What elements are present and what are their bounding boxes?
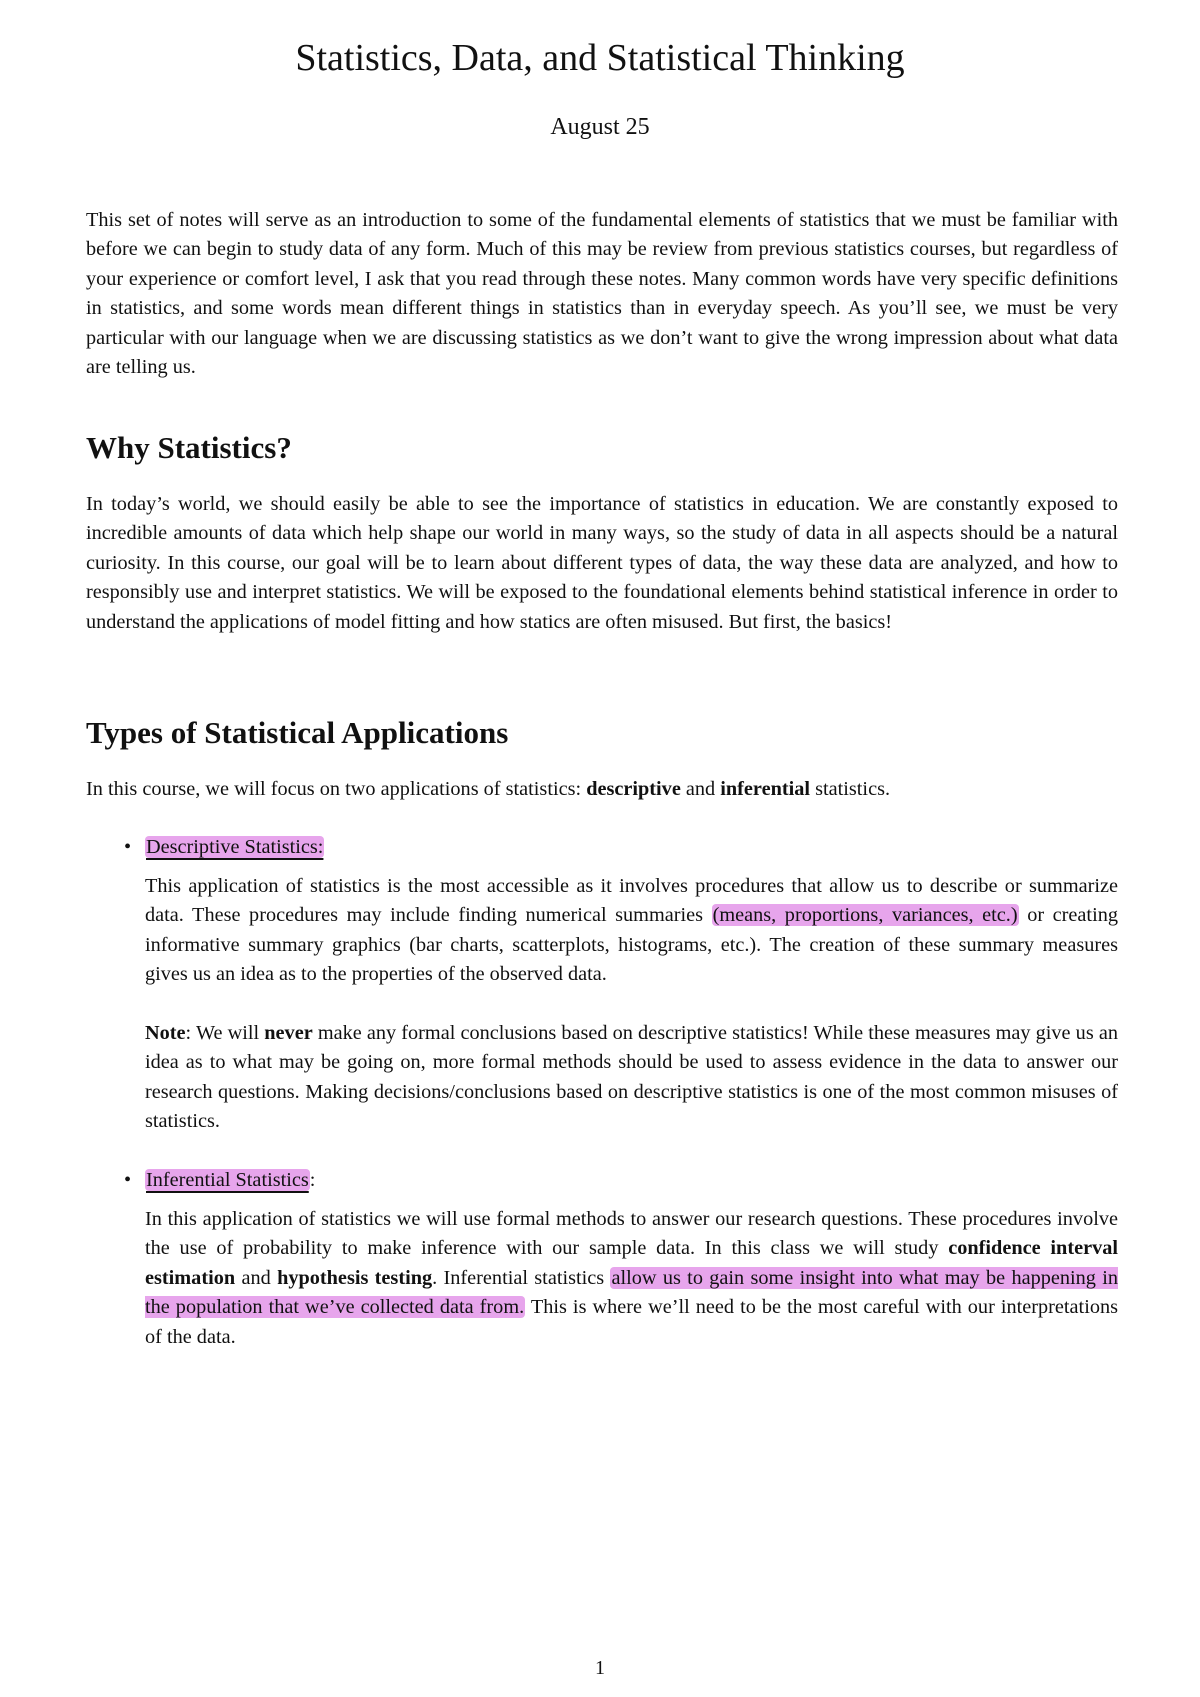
- inferential-paragraph: In this application of statistics we will use formal methods to answer our research questions. These procedures involve the use of probability to make inference with our sample data. In this class we will study confidence interval estimation and hypothesis testing. Inferential statistics allow us to gain some insight into what may be happening in the population that we’ve collected data from. This is where we’ll need to be the most careful with our interpretations of the data.: [145, 1208, 1119, 1348]
- intro-paragraph: This set of notes will serve as an introduction to some of the fundamental elements of statistics that we must be familiar with before we can begin to study data of any form. Much of this may be review from previous statistics courses, but regardless of your experience or comfort level, I ask that you read through these notes. Many common words have very specific definitions in statistics, and some words mean different things in statistics than in everyday speech. As you’ll see, we must be very particular with our language when we are discussing statistics as we don’t want to give the wrong impression about what data are telling us.: [86, 209, 1118, 379]
- descriptive-statistics-label: Descriptive Statistics:: [146, 836, 324, 858]
- descriptive-note-paragraph: Note: We will never make any formal conclusions based on descriptive statistics! While these measures may give us an idea as to what may be going on, more formal methods should be used to assess evidence in the data to answer our research questions. Making decisions/conclusions based on descriptive statistics is one of the most common misuses of statistics.: [145, 1022, 1118, 1133]
- highlight-population-insight: allow us to gain some insight into what may be happening in the population that we’ve collected data from.: [145, 1266, 1119, 1319]
- types-intro-paragraph: In this course, we will focus on two applications of statistics: descriptive and inferential statistics.: [86, 778, 891, 800]
- bullet-marker: •: [124, 1169, 132, 1191]
- document-date: August 25: [550, 114, 650, 140]
- page-number: 1: [595, 1657, 605, 1679]
- heading-types-of-applications: Types of Statistical Applications: [86, 715, 509, 750]
- term-descriptive: descriptive: [586, 778, 681, 800]
- bullet-marker: •: [124, 836, 132, 858]
- inferential-statistics-label: Inferential Statistics:: [146, 1169, 316, 1191]
- heading-why-statistics: Why Statistics?: [86, 430, 292, 465]
- term-hypothesis-testing: hypothesis testing: [277, 1266, 433, 1289]
- highlight-means-proportions: (means, proportions, variances, etc.): [712, 904, 1018, 927]
- descriptive-paragraph: This application of statistics is the most accessible as it involves procedures that allow us to describe or summarize data. These procedures may include finding numerical summaries (means, proportions, variances, etc.) or creating informative summary graphics (bar charts, scatterplots, histograms, etc.). The creation of these summary measures gives us an idea as to the properties of the observed data.: [145, 875, 1118, 986]
- why-statistics-paragraph: In today’s world, we should easily be able to see the importance of statistics in education. We are constantly exposed to incredible amounts of data which help shape our world in many ways, so the study of data in all aspects should be a natural curiosity. In this course, our goal will be to learn about different types of data, the way these data are analyzed, and how to responsibly use and interpret statistics. We will be exposed to the foundational elements behind statistical inference in order to understand the applications of model fitting and how statics are often misused. But first, the basics!: [86, 493, 1118, 633]
- term-inferential: inferential: [720, 778, 811, 800]
- term-confidence-interval: confidence interval estimation: [145, 1237, 1118, 1289]
- term-never: never: [264, 1022, 313, 1044]
- document-title: Statistics, Data, and Statistical Thinking: [295, 37, 905, 79]
